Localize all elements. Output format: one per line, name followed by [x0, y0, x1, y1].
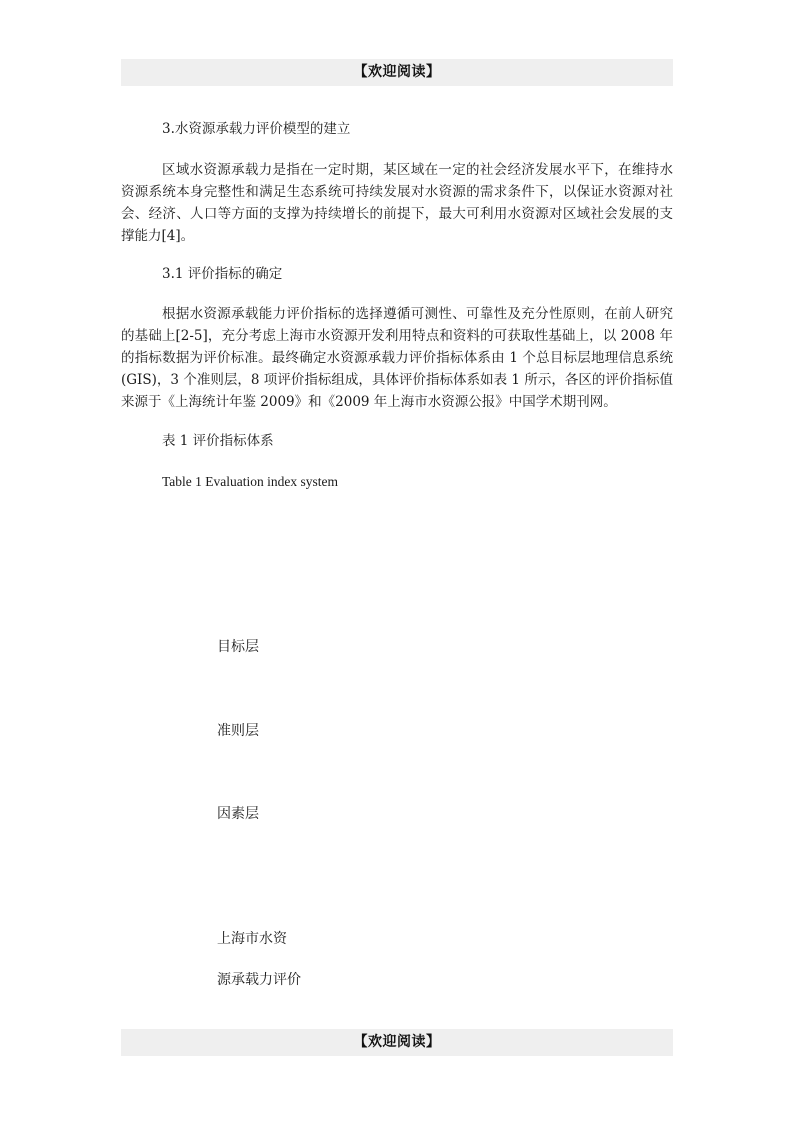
table-target-name-line2: 源承载力评价 [217, 972, 301, 988]
table-target-name-line1: 上海市水资 [217, 931, 287, 947]
section-3-paragraph: 区域水资源承载力是指在一定时期，某区域在一定的社会经济发展水平下，在维持水资源系统本身完整性和满足生态系统可持续发展对水资源的需求条件下，以保证水资源对社会、经济、人口等方面的支撑为持续增长的前提下，最大可利用水资源对区域社会发展的支撑能力[4]。 [121, 162, 673, 244]
bottom-banner: 【欢迎阅读】 [121, 1029, 673, 1056]
table-caption-en: Table 1 Evaluation index system [162, 474, 339, 489]
section-3-1-paragraph: 根据水资源承载能力评价指标的选择遵循可测性、可靠性及充分性原则，在前人研究的基础上[2-5]，充分考虑上海市水资源开发利用特点和资料的可获取性基础上，以 2008 年的指标数据为评价标准。最终确定水资源承载力评价指标体系由 1 个总目标层地理信息系统(GIS)，3 个准则层，8 项评价指标组成，具体评价指标体系如表 1 所示，各区的评价指标值来源于《上海统计年鉴 2009》和《2009 年上海市水资源公报》中国学术期刊网。 [121, 306, 673, 410]
section-3-1-heading: 3.1 评价指标的确定 [162, 266, 283, 282]
table-layer-target: 目标层 [217, 639, 259, 655]
table-layer-criteria: 准则层 [217, 723, 259, 739]
table-layer-factor: 因素层 [217, 806, 259, 822]
table-caption-cn: 表 1 评价指标体系 [162, 433, 274, 449]
top-banner: 【欢迎阅读】 [121, 59, 673, 86]
section-3-heading: 3.水资源承载力评价模型的建立 [162, 121, 351, 137]
